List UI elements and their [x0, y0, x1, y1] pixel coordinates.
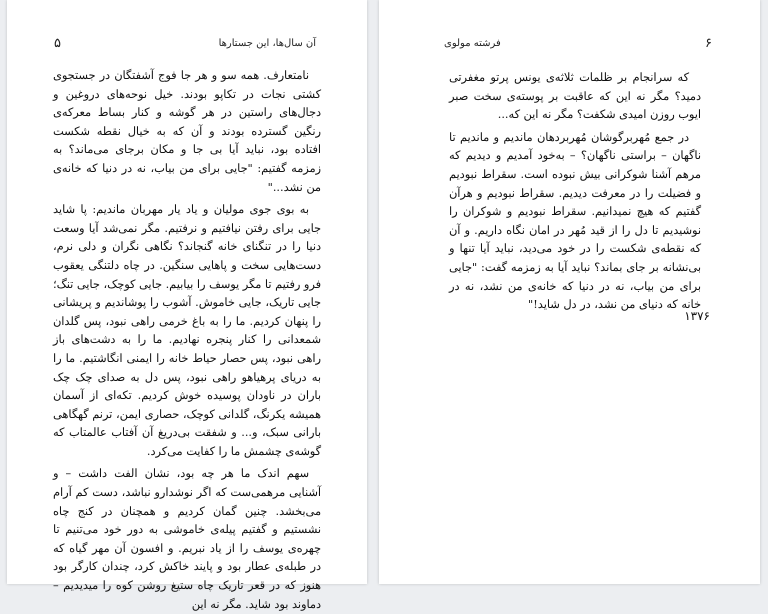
paragraph: در جمع مُهربرگوشان مُهربردهان ماندیم و ماندیم تا ناگهان – براستی ناگهان؟ – به‌خود آمدیم و دیدیم که مرهم آشنا شوکرانی بیش نبوده است. سقراط نبودیم و فضیلت را در معرفت دیدیم. سقراط نبودیم و هرآن گفتیم که هیچ نمیدانیم. سقراط نبودیم و شوکران را نوشیدیم تا دل را از قید مُهر در امان نگاه داریم. و آن که نقطه‌ی شکست را در خود می‌دید، نباید آیا تنها و بی‌نشانه بر جای بماند؟ نباید آیا به زمزمه گفت: "جایی برای من بیاب، نه در دنیا که خانه‌ی من نشد، نه در خانه که دنیای من نشد، در دل شاید!" [449, 130, 701, 312]
paragraph: به بوی جوی مولیان و یاد یار مهربان ماندیم: پا شاید جایی برای رفتن نیافتیم و نرفتیم. مگر نمی‌شد آیا وسعت دنیا را در تنگنای خانه گنجاند؟ نگاهی نگران و دلی نرم، دست‌هایی سخت و پاهایی سنگین. در چاه دلتنگی یعقوب فرو رفتیم تا مگر یوسف را بیابیم. جایی کوچک، جایی تنگ؛ جایی تاریک، جایی خاموش. آشوب را پوشاندیم و پریشانی را پنهان کردیم. ما را به باغ خرمی راهی نبود، پس گلدان شمعدانی را کنار پنجره نهادیم. ما را به دشت‌های باز راهی نبود، پس حصار حیاط خانه را ایمنی انگاشتیم. ما را به دریای پرهیاهو راهی نبود، پس دل به صدای چک چک باران در ناودان پوسیده خوش کردیم. تکه‌ای از آسمان همیشه یکرنگ، گلدانی کوچک، حصاری ایمن، ترنم گهگاهی بارانی سبک، و... و شفقت بی‌دریغ آن آفتاب عالمتاب که گوشه‌ی چشمش ما را کفایت می‌کرد. [53, 203, 321, 458]
paragraph: سهم اندک ما هر چه بود، نشان الفت داشت – و آشنایی مرهمی‌ست که اگر نوشدارو نباشد، دست کم آرام می‌بخشد. چنین گمان کردیم و همچنان در کنج چاه نشستیم و گفتیم پیله‌ی خاموشی به دور خود می‌تنیم تا چهره‌ی یوسف را از یاد نبریم. و افسون آن مهر گیاه که در طبله‌ی عطار بود و پایند خاکش کرد، چندان کارگر بود هنوز که در قعر تاریک چاه ستیغ روشن کوه را میدیدیم – دماوند بود شاید. مگر نه این [53, 467, 321, 611]
date-signature: ۱۳۷۶ [684, 309, 710, 323]
page-number: ۵ [54, 36, 61, 51]
page-number: ۶ [705, 36, 712, 51]
left-page [7, 0, 367, 611]
page-body [53, 67, 321, 614]
paragraph: که سرانجام بر ظلمات ثلاثه‌ی یونس پرتو مغفرتی دمید؟ مگر نه این که عاقبت بر پوسته‌ی سخت صبر ایوب روزن امیدی شکفت؟ مگر نه این که... [449, 71, 701, 122]
right-page [379, 0, 760, 584]
running-header: آن سال‌ها، این جستارها [218, 38, 316, 49]
running-header: فرشته مولوی [444, 38, 501, 49]
page-body [449, 69, 701, 315]
paragraph: نامتعارف. همه سو و هر جا فوج آشفتگان در جستجوی کشتی نجات در تکاپو بودند. خیل نوحه‌های دروغین و دجال‌های راستین در هر گوشه و کنار بساط معرکه‌ی رنگین گسترده بودند و آن که به خیال نقطه شکست افتاده بود، نباید آیا بی جا و مکان برجای می‌ماند؟ به زمزمه گفتیم: "جایی برای من بیاب، نه در دنیا که خانه‌ی من نشد..." [53, 69, 321, 194]
